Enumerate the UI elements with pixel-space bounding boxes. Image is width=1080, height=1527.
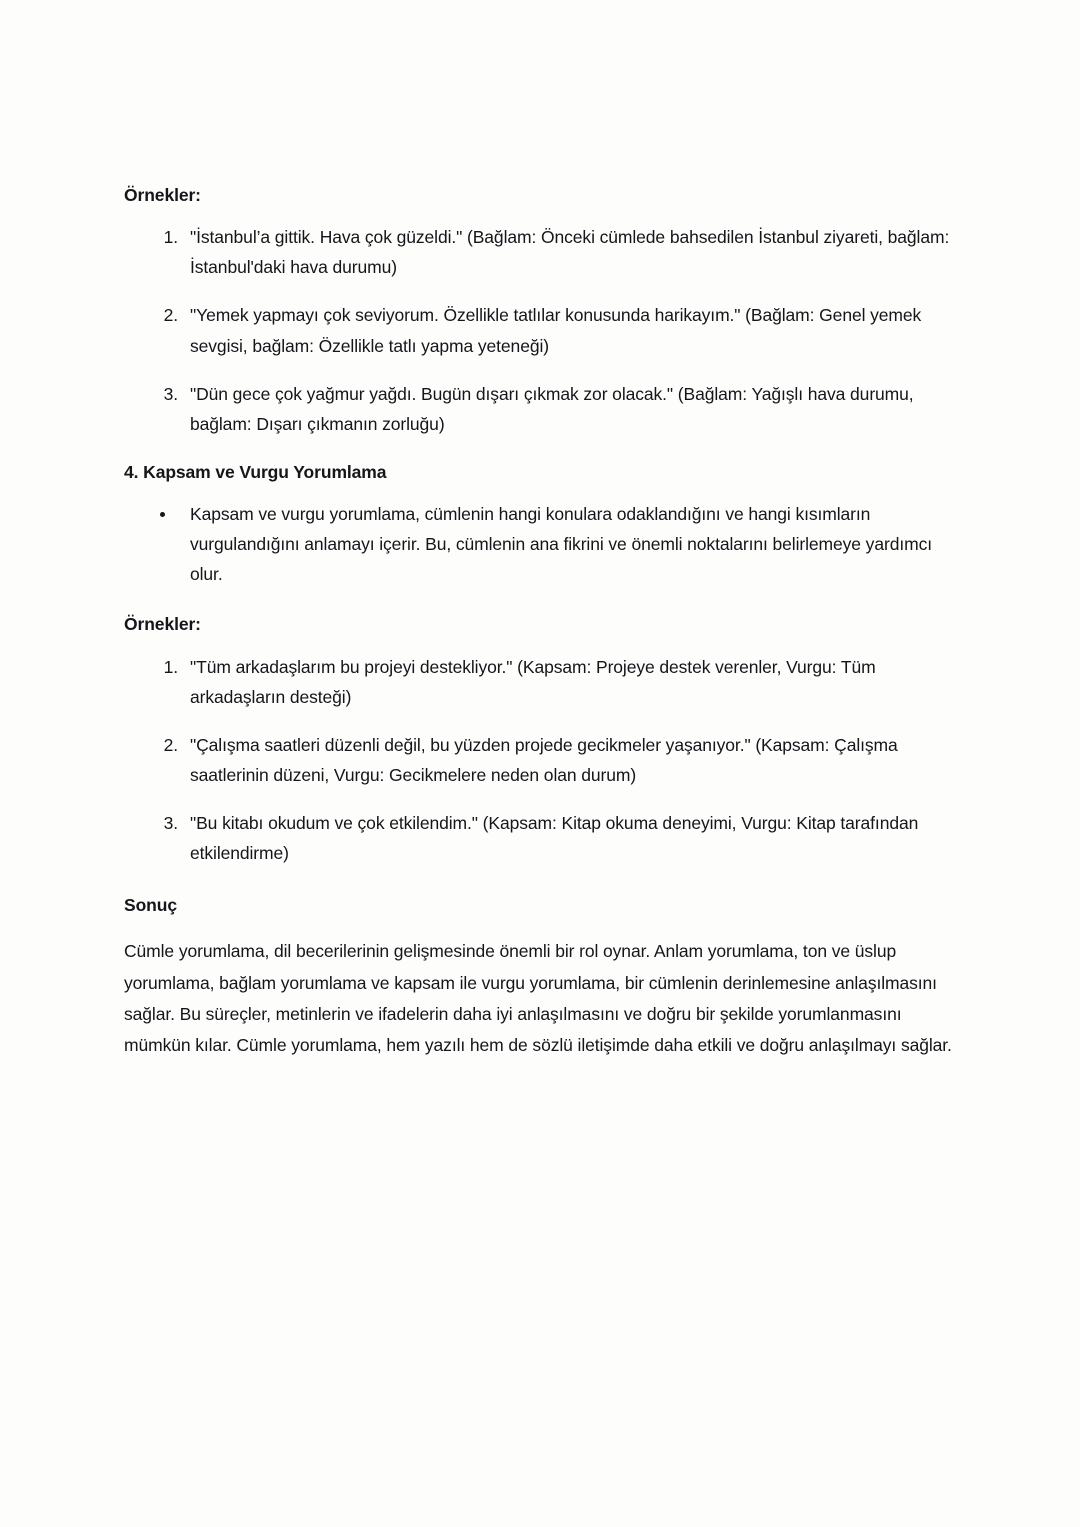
examples-heading-scope: Örnekler: bbox=[124, 614, 201, 635]
list-item bbox=[124, 379, 956, 439]
section-heading-scope-emphasis: 4. Kapsam ve Vurgu Yorumlama bbox=[124, 461, 387, 482]
list-item-text: "İstanbul’a gittik. Hava çok güzeldi." (Bağlam: Önceki cümlede bahsedilen İstanbul ziyareti, bağlam: İstanbul'daki hava durumu) bbox=[190, 227, 950, 278]
list-item bbox=[124, 652, 956, 712]
examples-heading-context: Örnekler: bbox=[124, 185, 201, 205]
list-item-text: "Dün gece çok yağmur yağdı. Bugün dışarı çıkmak zor olacak." (Bağlam: Yağışlı hava durumu, bağlam: Dışarı çıkmanın zorluğu) bbox=[190, 383, 914, 434]
list-item-text: "Yemek yapmayı çok seviyorum. Özellikle tatlılar konusunda harikayım." (Bağlam: Genel yemek sevgisi, bağlam: Özellikle tatlı yapma yeteneği) bbox=[190, 305, 922, 356]
list-item bbox=[124, 730, 956, 790]
list-item bbox=[124, 300, 956, 360]
list-marker: 2. bbox=[163, 734, 178, 755]
document-body bbox=[124, 182, 956, 1061]
list-item-text: "Çalışma saatleri düzenli değil, bu yüzden projede gecikmeler yaşanıyor." (Kapsam: Çalışma saatlerinin düzeni, Vurgu: Gecikmelere neden olan durum) bbox=[190, 734, 898, 785]
examples-list-scope bbox=[124, 652, 956, 869]
list-item-text: "Tüm arkadaşlarım bu projeyi destekliyor." (Kapsam: Projeye destek verenler, Vurgu: Tüm arkadaşların desteği) bbox=[190, 656, 876, 707]
conclusion-heading: Sonuç bbox=[124, 895, 177, 916]
conclusion-paragraph: Cümle yorumlama, dil becerilerinin gelişmesinde önemli bir rol oynar. Anlam yorumlama, ton ve üslup yorumlama, bağlam yorumlama ve kapsam ile vurgu yorumlama, bir cümlenin derinlemesine anlaşılmasını sağlar. Bu süreçler, metinlerin ve ifadelerin daha iyi anlaşılmasını ve doğru bir şekilde yorumlanmasını mümkün kılar. Cümle yorumlama, hem yazılı hem de sözlü iletişimde daha etkili ve doğru anlaşılmayı sağlar. bbox=[124, 941, 952, 1055]
list-item bbox=[124, 808, 956, 868]
list-item bbox=[124, 222, 956, 282]
bullet-icon bbox=[160, 512, 165, 517]
list-marker: 1. bbox=[163, 227, 178, 248]
list-marker: 1. bbox=[163, 656, 178, 677]
list-marker: 2. bbox=[163, 305, 178, 326]
list-item-text: "Bu kitabı okudum ve çok etkilendim." (Kapsam: Kitap okuma deneyimi, Vurgu: Kitap tarafından etkilendirme) bbox=[190, 812, 919, 864]
scope-emphasis-bullet-list bbox=[124, 499, 956, 589]
list-item bbox=[124, 499, 956, 589]
list-item-text: Kapsam ve vurgu yorumlama, cümlenin hangi konulara odaklandığını ve hangi kısımların vurgulandığını anlamayı içerir. Bu, cümlenin ana fikrini ve önemli noktalarını belirlemeye yardımcı olur. bbox=[190, 504, 932, 585]
list-marker: 3. bbox=[163, 812, 178, 833]
list-marker: 3. bbox=[163, 383, 178, 404]
examples-list-context bbox=[124, 222, 956, 439]
